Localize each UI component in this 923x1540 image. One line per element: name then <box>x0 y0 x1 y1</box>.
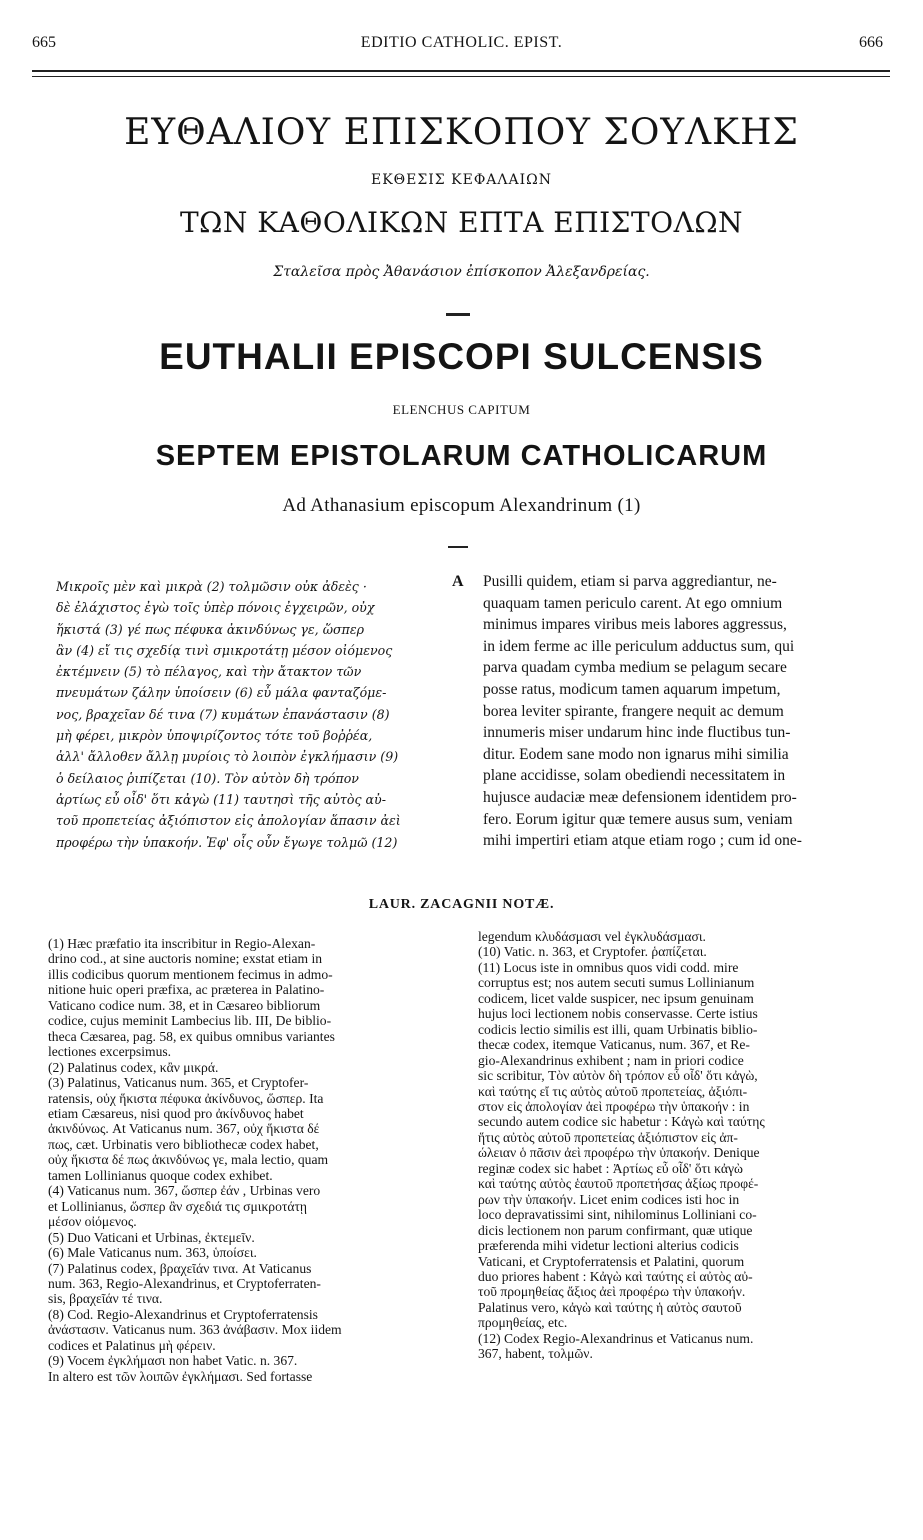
notes-left-line: (7) Palatinus codex, βραχεῖάν τινα. At Vaticanus <box>48 1260 312 1276</box>
notes-left-line: ratensis, οὐχ ἥκιστα πέφυκα ἀκίνδυνος, ὥσπερ. Ita <box>48 1090 324 1106</box>
notes-right-line: legendum κλυδάσμασι vel ἐγκλυδάσμασι. <box>478 929 706 944</box>
greek-text-line: ἥκιστά (3) γέ πως πέφυκα ἀκινδύνως γε, ὥσπερ <box>56 621 364 637</box>
latin-subtitle: ELENCHUS CAPITUM <box>392 402 531 417</box>
latin-text-line: innumeris miser undarum hinc inde fluctibus tun- <box>483 724 791 742</box>
greek-text-line: πνευμάτων ζάλην ὑποίσειν (6) εὖ μάλα φανταζόμε- <box>56 685 387 701</box>
notes-right-line: sic scribitur, Τὸν αὐτὸν δὴ τρόπον εὖ οἶδ' ὅτι κἀγὼ, <box>478 1068 758 1084</box>
notes-right-line: reginæ codex sic habet : Ἀρτίως εὖ οἶδ' ὅτι κἀγὼ <box>478 1160 743 1176</box>
notes-heading: LAUR. ZACAGNII NOTÆ. <box>368 897 555 912</box>
title-separator-dash <box>446 313 470 316</box>
greek-text-column <box>56 576 470 853</box>
notes-right-line: (10) Vatic. n. 363, et Cryptofer. ῥαπίζεται. <box>478 944 707 960</box>
page-number-left: 665 <box>32 34 56 51</box>
latin-text-column <box>483 571 895 852</box>
greek-text-line: Μικροῖς μὲν καὶ μικρὰ (2) τολμῶσιν οὐκ ἀδεὲς · <box>56 579 367 594</box>
notes-right-line: ἥτις αὐτὸς αὐτοῦ προπετείας ἀξιόπιστον εἰς ἀπ- <box>478 1129 738 1145</box>
notes-left-line: (6) Male Vaticanus num. 363, ὑποίσει. <box>48 1245 257 1261</box>
greek-text-line: ἀλλ' ἄλλοθεν ἄλλῃ μυρίοις τὸ λοιπὸν ἐγκλήμασιν (9) <box>56 749 399 765</box>
notes-left-line: ἀκινδύνως. At Vaticanus num. 367, οὐχ ἥκιστα δέ <box>48 1121 320 1137</box>
latin-author-title: EUTHALII EPISCOPI SULCENSIS <box>159 336 764 377</box>
greek-text-line: νος, βραχεῖαν δέ τινα (7) κυμάτων ἐπανάστασιν (8) <box>56 706 390 722</box>
notes-right-line: Palatinus vero, κἀγὼ καὶ ταύτης ἡ αὐτὸς σαυτοῦ <box>478 1299 742 1315</box>
greek-subtitle: ΕΚΘΕΣΙΣ ΚΕΦΑΛΑΙΩΝ <box>370 172 553 188</box>
notes-left-line: illis codicibus quorum mentionem fecimus in admo- <box>48 966 333 982</box>
notes-right-line: loco depravatissimi sint, nihilominus Lolliniani co- <box>478 1207 757 1223</box>
header-rule-thin <box>32 76 890 77</box>
latin-text-line: borea leviter spirante, frangere nequit ac demum <box>483 702 784 720</box>
notes-right-line: duo priores habent : Κἀγὼ καὶ ταύτης εἰ αὐτὸς αὐ- <box>478 1268 753 1284</box>
notes-right-line: codicem, licet valde suspicer, nec ipsum genuinam <box>478 990 754 1006</box>
notes-right-line: προμηθείας, etc. <box>478 1315 568 1331</box>
notes-left-line: (4) Vaticanus num. 367, ὥσπερ ἐάν , Urbinas vero <box>48 1183 321 1199</box>
notes-right-line: hujus loci lectionem nobis conservasse. Certe istius <box>478 1006 758 1022</box>
notes-right-line: corruptus est; nos autem secuti sumus Lollinianum <box>478 975 755 991</box>
notes-right-line: secundo autem codice sic habetur : Κἀγὼ καὶ ταύτης <box>478 1114 765 1130</box>
latin-text-line: minimus impares viribus meis labores aggressus, <box>483 616 787 634</box>
notes-right-column <box>478 929 896 1362</box>
notes-right-line: ώλειαν ὁ πᾶσιν ἀεὶ προφέρω τὴν ὑπακοήν. Denique <box>478 1145 760 1161</box>
notes-right-line: τοῦ προμηθείας ἄξιος ἀεὶ προφέρω τὴν ὑπακοήν. <box>478 1284 746 1300</box>
latin-text-line: fero. Eorum igitur quæ temere ausus sum, veniam <box>483 810 793 828</box>
greek-text-line: ἂν (4) εἴ τις σχεδίᾳ τινὶ σμικροτάτῃ μέσον οἰόμενος <box>56 642 393 658</box>
notes-left-line: et Lollinianus, ὥσπερ ἂν σχεδιά τις σμικροτάτῃ <box>48 1198 308 1214</box>
greek-dedication: Σταλεῖσα πρὸς Ἀθανάσιον ἐπίσκοπον Ἀλεξανδρείας. <box>273 264 650 280</box>
notes-left-line: ἀνάστασιν. Vaticanus num. 363 ἀνάβασιν. Mox iidem <box>48 1322 342 1338</box>
latin-text-line: parva quadam cymba medium se pelagum secare <box>483 659 787 677</box>
notes-left-line: sis, βραχεῖάν τέ τινα. <box>48 1291 163 1307</box>
notes-right-line: καὶ ταύτης εἴ τις αὐτὸς αὐτοῦ προπετείας, ἀξιόπι- <box>478 1083 748 1099</box>
notes-right-line: καὶ ταύτης αὐτὸς ἑαυτοῦ προπετήσας ἀξίως προφέ- <box>478 1176 759 1192</box>
latin-text-line: mihi impertiri etiam atque etiam rogo ; cum id one- <box>483 832 802 850</box>
notes-right-line: dicis lectionem non parum confirmant, quæ utique <box>478 1222 753 1238</box>
latin-text-line: ditur. Eodem sane modo non ignarus mihi similia <box>483 745 789 763</box>
latin-dedication: Ad Athanasium episcopum Alexandrinum (1) <box>282 495 641 516</box>
notes-left-line: οὐχ ἥκιστα δέ πως ἀκινδύνως γε, mala lectio, quam <box>48 1152 329 1168</box>
notes-right-line: Vaticani, et Cryptoferratensis et Palatini, quorum <box>478 1253 745 1269</box>
page-number-right: 666 <box>859 34 883 51</box>
notes-left-line: (5) Duo Vaticani et Urbinas, ἐκτεμεῖν. <box>48 1229 255 1245</box>
notes-left-line: (3) Palatinus, Vaticanus num. 365, et Cryptofer- <box>48 1075 309 1091</box>
notes-right-line: gio-Alexandrinus exhibent ; nam in priori codice <box>478 1052 744 1068</box>
greek-author-title: ΕΥΘΑΛΙΟΥ ΕΠΙΣΚΟΠΟΥ ΣΟΥΛΚΗΣ <box>124 112 799 153</box>
notes-left-line: theca Cæsarea, pag. 58, ex quibus omnibus variantes <box>48 1028 335 1044</box>
greek-text-line: μὴ φέρει, μικρὸν ὑποψιρίζοντος τότε τοῦ βοῤῥέα, <box>56 728 373 744</box>
latin-text-line: Pusilli quidem, etiam si parva aggrediantur, ne- <box>483 573 777 590</box>
notes-right-line: 367, habent, τολμῶν. <box>478 1346 593 1362</box>
notes-left-line: etiam Cæsareus, nisi quod pro ἀκίνδυνος habet <box>48 1105 304 1121</box>
notes-right-line: στον εἰς ἀπολογίαν ἀεὶ προφέρω τὴν ὑπακοήν : in <box>478 1098 750 1114</box>
greek-work-title: ΤΩΝ ΚΑΘΟΛΙΚΩΝ ΕΠΤΑ ΕΠΙΣΤΟΛΩΝ <box>179 206 744 239</box>
latin-text-line: quaquam tamen periculo carent. At ego omnium <box>483 594 783 612</box>
notes-right-line: præferenda mihi videtur lectioni alterius codicis <box>478 1238 739 1254</box>
title-separator-dash-2 <box>448 546 468 548</box>
column-marker: A <box>452 573 464 590</box>
running-head: EDITIO CATHOLIC. EPIST. <box>360 34 563 51</box>
latin-work-title: SEPTEM EPISTOLARUM CATHOLICARUM <box>155 440 768 472</box>
latin-text-line: posse ratus, modicum tamen aquarum impetum, <box>483 680 781 698</box>
notes-left-line: In altero est τῶν λοιπῶν ἐγκλήμασι. Sed fortasse <box>48 1368 313 1384</box>
notes-right-line: (12) Codex Regio-Alexandrinus et Vaticanus num. <box>478 1330 754 1346</box>
notes-left-line: (8) Cod. Regio-Alexandrinus et Cryptoferratensis <box>48 1306 318 1322</box>
notes-left-line: (1) Hæc præfatio ita inscribitur in Regio-Alexan- <box>48 936 316 951</box>
latin-text-line: in idem ferme ac ille periculum adductus sum, qui <box>483 637 795 655</box>
notes-right-line: ρων τὴν ὑπακοήν. Licet enim codices isti hoc in <box>478 1191 740 1207</box>
header-rule-thick <box>32 70 890 72</box>
notes-left-line: πως, cæt. Urbinatis vero bibliothecæ codex habet, <box>48 1136 319 1152</box>
notes-right-line: thecæ codex, itemque Vaticanus, num. 367, et Re- <box>478 1037 750 1053</box>
greek-text-line: ὁ δείλαιος ῥιπίζεται (10). Τὸν αὐτὸν δὴ τρόπον <box>56 770 359 786</box>
notes-left-line: (2) Palatinus codex, κἂν μικρά. <box>48 1059 219 1075</box>
notes-left-line: (9) Vocem ἐγκλήμασι non habet Vatic. n. 367. <box>48 1353 298 1369</box>
notes-left-line: codices et Palatinus μὴ φέρειν. <box>48 1337 216 1353</box>
notes-right-line: codicis lectio similis est illi, quam Urbinatis biblio- <box>478 1021 758 1037</box>
notes-right-line: (11) Locus iste in omnibus quos vidi codd. mire <box>478 959 739 975</box>
notes-left-line: nitione huic operi præfixa, ac præterea in Palatino- <box>48 982 325 998</box>
notes-left-line: μέσον οἰόμενος. <box>48 1214 137 1230</box>
latin-text-line: plane accidisse, solam obediendi necessitatem in <box>483 767 786 785</box>
notes-left-line: codice, cujus meminit Lambecius lib. III, De biblio- <box>48 1013 332 1029</box>
notes-left-line: tamen Lollinianus quoque codex exhibet. <box>48 1167 273 1183</box>
notes-left-line: Vaticano codice num. 38, et in Cæsareo bibliorum <box>48 997 321 1013</box>
notes-left-line: num. 363, Regio-Alexandrinus, et Cryptoferraten- <box>48 1275 321 1291</box>
latin-text-line: hujusce audaciæ meæ defensionem identidem pro- <box>483 788 797 806</box>
greek-text-line: δὲ ἐλάχιστος ἐγὼ τοῖς ὑπὲρ πόνοις ἐγχειρῶν, οὐχ <box>56 600 375 616</box>
greek-text-line: προφέρω τὴν ὑπακοήν. Ἐφ' οἷς οὖν ἔγωγε τολμῶ (12) <box>56 834 398 850</box>
greek-text-line: ἐκτέμνειν (5) τὸ πέλαγος, καὶ τὴν ἄτακτον τῶν <box>56 664 362 680</box>
notes-left-line: lectiones excerpsimus. <box>48 1044 172 1060</box>
notes-left-column <box>48 936 462 1384</box>
notes-left-line: drino cod., at sine auctoris nomine; exstat etiam in <box>48 951 323 967</box>
greek-text-line: τοῦ προπετείας ἀξιόπιστον εἰς ἀπολογίαν ἅπασιν ἀεὶ <box>56 813 401 829</box>
greek-text-line: ἀρτίως εὖ οἶδ' ὅτι κἀγὼ (11) ταυτησὶ τῆς αὐτὸς αὐ- <box>56 791 386 807</box>
